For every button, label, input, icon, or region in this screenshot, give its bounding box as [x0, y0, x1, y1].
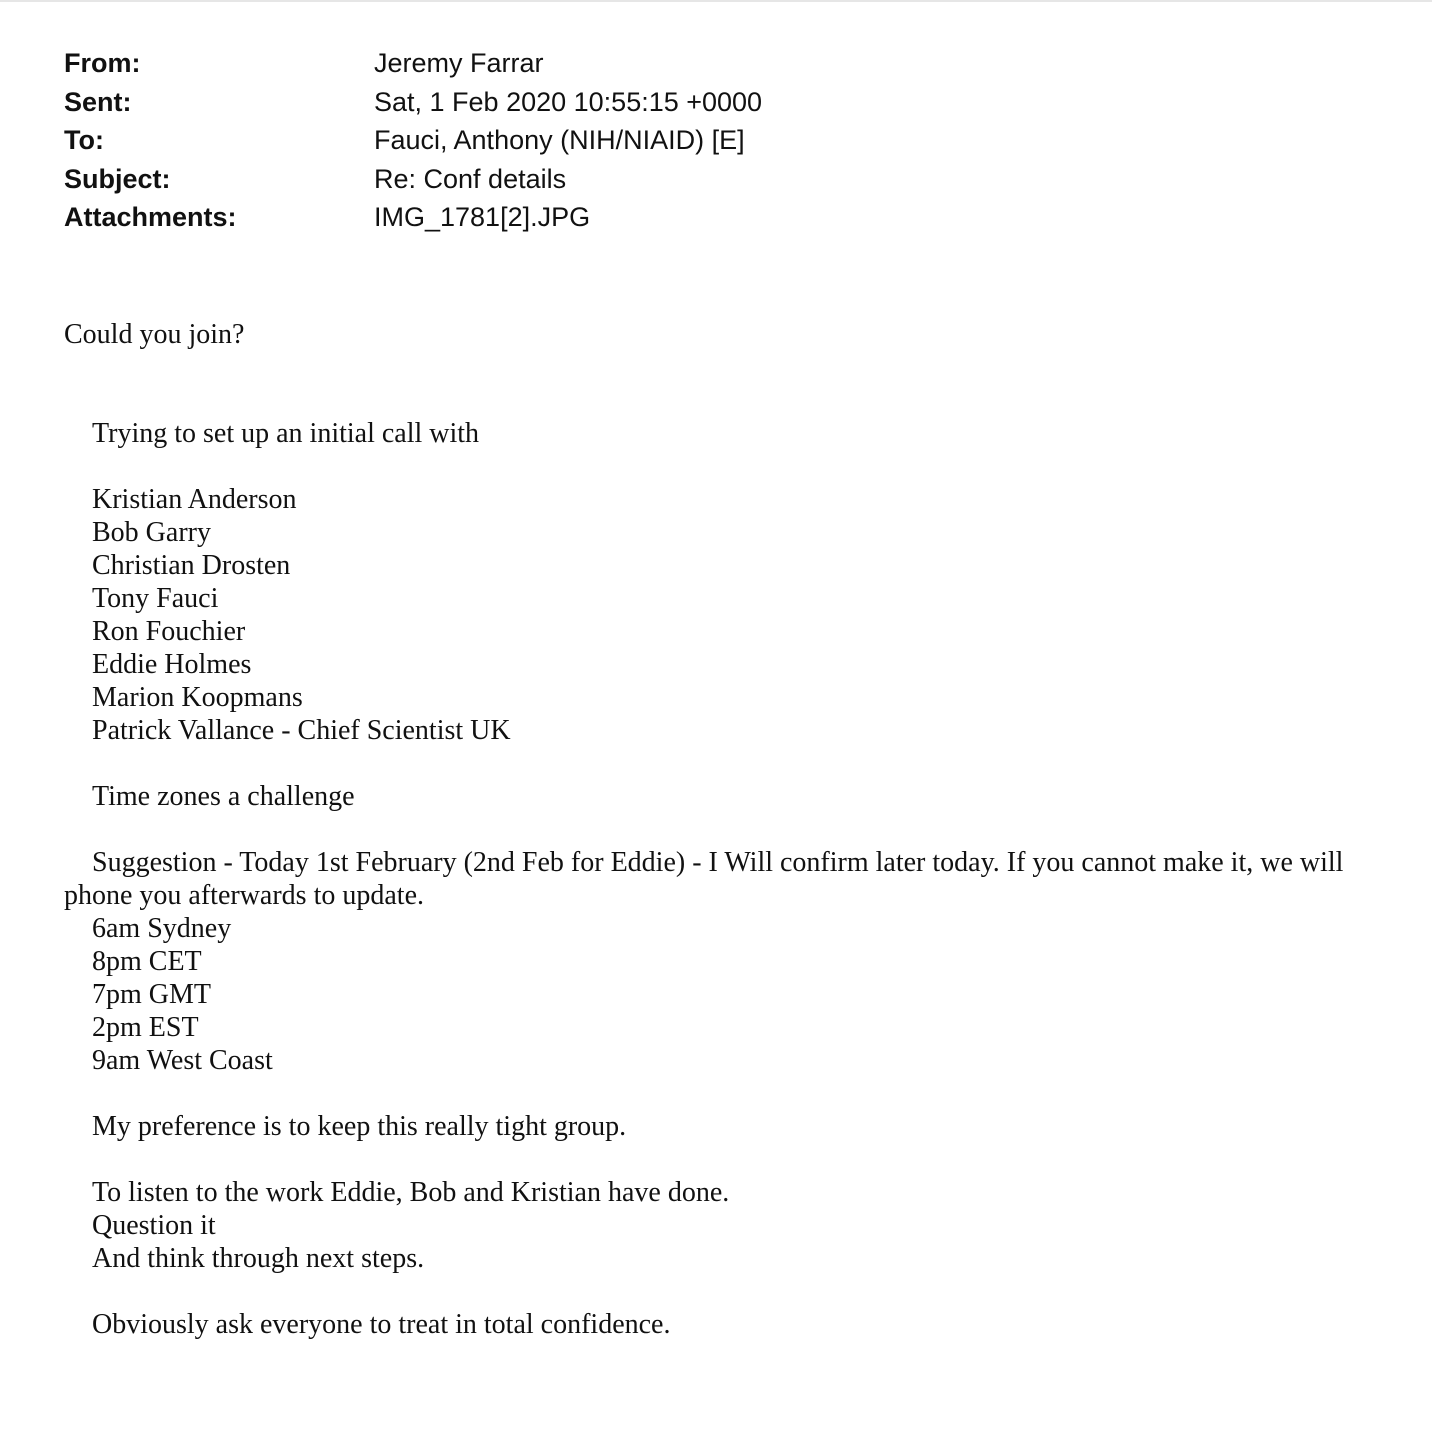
participant-list: [64, 483, 1394, 747]
sent-value: Sat, 1 Feb 2020 10:55:15 +0000: [374, 86, 763, 117]
list-item: 8pm CET: [92, 946, 202, 977]
list-item: 9am West Coast: [92, 1045, 273, 1076]
top-divider: [0, 0, 1432, 2]
confidence-line: Obviously ask everyone to treat in total confidence.: [92, 1309, 671, 1340]
attachment-file: IMG_1781[2].JPG: [374, 202, 591, 232]
time-zones-line: Time zones a challenge: [92, 781, 355, 812]
list-item: Kristian Anderson: [92, 484, 297, 515]
list-item: Ron Fouchier: [92, 616, 246, 647]
subject-label: Subject:: [64, 163, 171, 194]
listen-line: To listen to the work Eddie, Bob and Kristian have done.: [92, 1177, 730, 1208]
subject-value: Re: Conf details: [374, 163, 567, 194]
preference-line: My preference is to keep this really tight group.: [92, 1111, 627, 1142]
time-list: [64, 912, 1394, 1077]
list-item: Eddie Holmes: [92, 649, 252, 680]
list-item: 7pm GMT: [92, 979, 211, 1010]
list-item: Christian Drosten: [92, 550, 291, 581]
suggestion-line: Suggestion - Today 1st February (2nd Feb for Eddie) - I Will confirm later today. If you cannot make it, we will: [92, 847, 1344, 878]
from-value: Jeremy Farrar: [374, 48, 544, 78]
suggestion-line-continued: phone you afterwards to update.: [64, 880, 424, 911]
question-line: Question it: [92, 1210, 216, 1241]
intro-line: Trying to set up an initial call with: [92, 418, 480, 449]
list-item: Tony Fauci: [92, 583, 219, 614]
list-item: Marion Koopmans: [92, 682, 303, 713]
list-item: Patrick Vallance - Chief Scientist UK: [92, 715, 511, 746]
sent-label: Sent:: [64, 86, 132, 117]
list-item: Bob Garry: [92, 517, 211, 548]
think-line: And think through next steps.: [92, 1243, 425, 1274]
email-body: [64, 318, 1394, 1341]
list-item: 6am Sydney: [92, 913, 232, 944]
to-value: Fauci, Anthony (NIH/NIAID) [E]: [374, 125, 745, 155]
list-item: 2pm EST: [92, 1012, 199, 1043]
opening-line: Could you join?: [64, 319, 245, 350]
attachments-label: Attachments:: [64, 202, 237, 232]
to-label: To:: [64, 125, 104, 155]
from-label: From:: [64, 48, 141, 78]
